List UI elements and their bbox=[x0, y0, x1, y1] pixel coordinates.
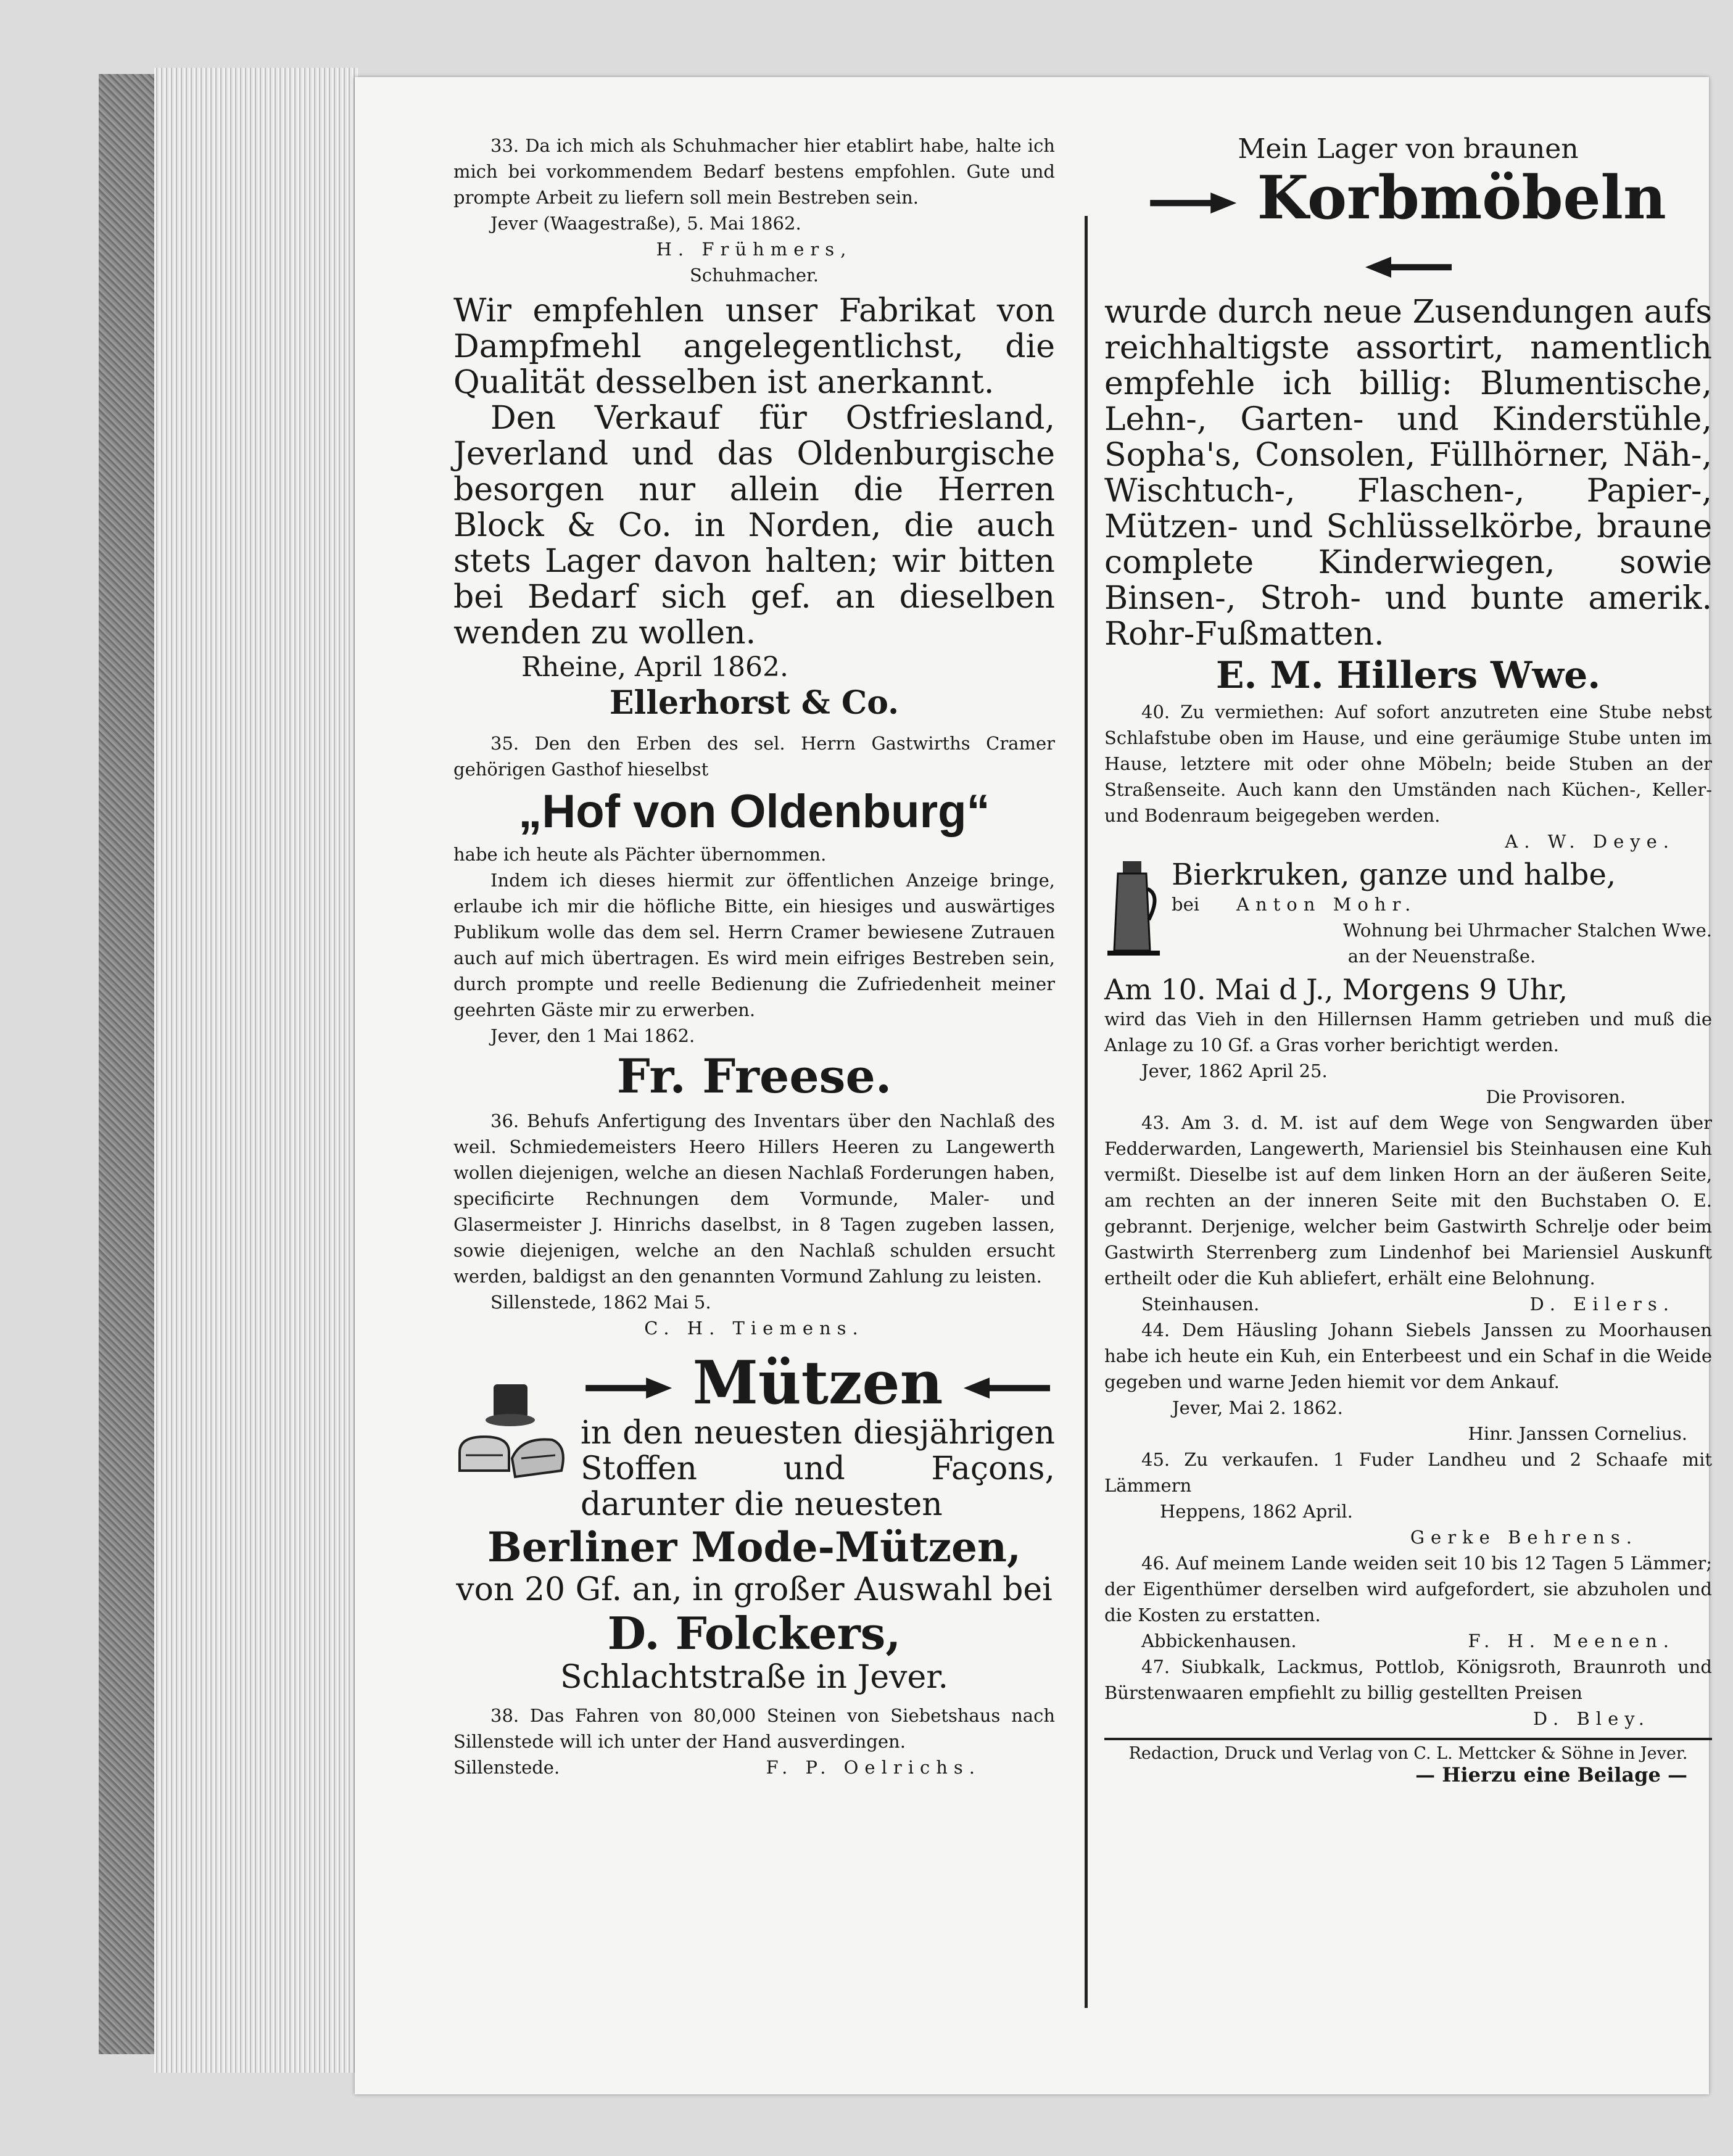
ad40-name: A. W. Deye. bbox=[1505, 831, 1675, 852]
ad44-text: 44. Dem Häusling Johann Siebels Janssen zu Moorhausen habe ich heute ein Kuh, ein Enterbeest und ein Schaf in die Weide gegeben und warne Jeden hiemit vor dem Ankauf. bbox=[1104, 1320, 1712, 1392]
ad33-place-date: Jever (Waagestraße), 5. Mai 1862. bbox=[490, 213, 801, 234]
ad-40 bbox=[1104, 699, 1712, 854]
ad33-role: Schuhmacher. bbox=[690, 265, 819, 286]
ad-44 bbox=[1104, 1317, 1712, 1447]
ad-46 bbox=[1104, 1550, 1712, 1654]
ad37-brand: Berliner Mode-Mützen, bbox=[487, 1523, 1021, 1571]
ad43-place: Steinhausen. bbox=[1141, 1294, 1260, 1315]
pointing-hand-icon bbox=[1365, 257, 1452, 278]
ad34-p1: Wir empfehlen unser Fabrikat von Dampfmehl angelegentlichst, die Qualität desselben ist anerkannt. bbox=[453, 292, 1055, 401]
ad41-bei: bei bbox=[1172, 894, 1200, 915]
ad38-name: F. P. Oelrichs. bbox=[766, 1757, 981, 1778]
ad41-name: Anton Mohr. bbox=[1236, 894, 1417, 915]
ad46-name: F. H. Meenen. bbox=[1468, 1630, 1675, 1651]
ad45-text: 45. Zu verkaufen. 1 Fuder Landheu und 2 Schaafe mit Lämmern bbox=[1104, 1449, 1712, 1496]
ad-39 bbox=[1104, 133, 1712, 699]
ad42-head: Am 10. Mai d J., Morgens 9 Uhr, bbox=[1104, 973, 1568, 1006]
ad38-place: Sillenstede. bbox=[453, 1757, 560, 1778]
ad-37 bbox=[453, 1348, 1055, 1696]
pointing-hand-icon bbox=[585, 1377, 672, 1398]
ad39-text: wurde durch neue Zusendungen aufs reichhaltigste assortirt, namentlich empfehle ich billig: Blumentische, Lehn-, Garten- und Kinderstühle, Sopha's, Consolen, Füllhörner, Näh-, Wischtuch-, Flaschen-, Papier-, Mützen- und Schlüsselkörbe, braune complete Kinderwiegen, sowie Binsen-, Stroh- und bunte amerik. Rohr-Fußmatten. bbox=[1104, 294, 1712, 653]
ad35-title: „Hof von Oldenburg“ bbox=[518, 785, 990, 838]
ad38-text: 38. Das Fahren von 80,000 Steinen von Siebetshaus nach Sillenstede will ich unter der Hand ausverdingen. bbox=[453, 1705, 1055, 1752]
ad35-place-date: Jever, den 1 Mai 1862. bbox=[490, 1025, 695, 1046]
footer-supplement: — Hierzu eine Beilage — bbox=[1415, 1763, 1687, 1786]
ad37-text1: in den neuesten diesjährigen Stoffen und Façons, darunter die neuesten bbox=[581, 1415, 1055, 1523]
ad45-place-date: Heppens, 1862 April. bbox=[1160, 1501, 1353, 1522]
ad44-place-date: Jever, Mai 2. 1862. bbox=[1172, 1397, 1343, 1418]
ad43-text: 43. Am 3. d. M. ist auf dem Wege von Sengwarden über Fedderwarden, Langewerth, Mariensiel bis Steinhausen eine Kuh vermißt. Dieselbe ist auf dem linken Horn an der äußeren Seite, am rechten an der inneren Seite mit den Buchstaben O. E. gebrannt. Derjenige, welcher beim Gastwirth Schrelje oder beim Gastwirth Sterrenberg zum Lindenhof bei Mariensiel Auskunft ertheilt oder die Kuh abliefert, erhält eine Belohnung. bbox=[1104, 1112, 1712, 1289]
ad41-addr1: Wohnung bei Uhrmacher Stalchen Wwe. bbox=[1342, 920, 1712, 941]
footer-imprint: Redaction, Druck und Verlag von C. L. Mettcker & Söhne in Jever. bbox=[1128, 1744, 1688, 1763]
ad35-name: Fr. Freese. bbox=[616, 1049, 892, 1104]
left-column bbox=[453, 133, 1055, 1780]
ad41-addr2: an der Neuenstraße. bbox=[1347, 946, 1536, 967]
ad36-place-date: Sillenstede, 1862 Mai 5. bbox=[490, 1292, 711, 1313]
ad37-head bbox=[581, 1348, 1055, 1418]
ad35-text: habe ich heute als Pächter übernommen. bbox=[453, 844, 827, 865]
ad35-text2: Indem ich dieses hiermit zur öffentlichen Anzeige bringe, erlaube ich mir die höfliche Bitte, ein hiesiges und auswärtiges Publikum wolle das dem sel. Herrn Cramer bewiesene Zutrauen auch auf mich übertragen. Es wird mein eifriges Bestreben sein, durch prompte und reelle Bedienung die Zufriedenheit meiner geehrten Gäste mir zu erwerben. bbox=[453, 870, 1055, 1020]
column-rule bbox=[1085, 216, 1088, 2008]
ad36-text: 36. Behufs Anfertigung des Inventars über den Nachlaß des weil. Schmiedemeisters Heero Hillers Heeren zu Langewerth wollen diejenigen, welche an diesen Nachlaß Forderungen haben, specificirte Rechnungen dem Vormunde, Maler- und Glasermeister J. Hinrichs daselbst, in 8 Tagen zugeben lassen, sowie diejenigen, welche an den Nachlaß schulden ersucht werden, baldigst an den genannten Vormund Zahlung zu leisten. bbox=[453, 1110, 1055, 1287]
ad47-name: D. Bley. bbox=[1532, 1708, 1650, 1729]
ad42-place-date: Jever, 1862 April 25. bbox=[1141, 1060, 1328, 1081]
ad46-text: 46. Auf meinem Lande weiden seit 10 bis 12 Tagen 5 Lämmer; der Eigenthümer derselben wird aufgefordert, sie abzuholen und die Kosten zu erstatten. bbox=[1104, 1553, 1712, 1625]
footer bbox=[1104, 1738, 1712, 1786]
ad42-text: wird das Vieh in den Hillernsen Hamm getrieben und muß die Anlage zu 10 Gf. a Gras vorher berichtigt werden. bbox=[1104, 1009, 1712, 1055]
ad42-name: Die Provisoren. bbox=[1486, 1086, 1626, 1107]
ad39-name: E. M. Hillers Wwe. bbox=[1215, 654, 1601, 697]
page-edges bbox=[154, 68, 358, 2073]
ad37-text2: von 20 Gf. an, in großer Auswahl bei bbox=[456, 1571, 1053, 1608]
ad37-addr: Schlachtstraße in Jever. bbox=[560, 1659, 948, 1696]
ad41-head: Bierkruken, ganze und halbe, bbox=[1172, 857, 1616, 892]
ad45-name: Gerke Behrens. bbox=[1410, 1527, 1638, 1548]
ad-42 bbox=[1104, 973, 1712, 1110]
pointing-hand-icon bbox=[964, 1377, 1050, 1398]
ad-41 bbox=[1104, 858, 1712, 969]
ad37-head-text: Mützen bbox=[692, 1348, 943, 1418]
ad44-name: Hinr. Janssen Cornelius. bbox=[1468, 1423, 1687, 1444]
ad39-head bbox=[1104, 163, 1712, 294]
ad-43 bbox=[1104, 1110, 1712, 1317]
ad40-text: 40. Zu vermiethen: Auf sofort anzutreten eine Stube nebst Schlafstube oben im Hause, und eine geräumige Stube unten im Hause, letztere mit oder ohne Möbeln; beide Stuben an der Straßenseite. Auch kann den Umständen nach Küchen-, Keller- und Bodenraum beigegeben werden. bbox=[1104, 701, 1712, 826]
ad-38 bbox=[453, 1703, 1055, 1780]
ad36-name: C. H. Tiemens. bbox=[644, 1318, 864, 1339]
ad-36 bbox=[453, 1108, 1055, 1341]
ad-33 bbox=[453, 133, 1055, 288]
ad34-p2: Den Verkauf für Ostfriesland, Jeverland und das Oldenburgische besorgen nur allein die Herren Block & Co. in Norden, die auch stets Lager davon halten; wir bitten bei Bedarf sich gef. an dieselben wenden zu wollen. bbox=[453, 400, 1055, 651]
ad-35 bbox=[453, 730, 1055, 1104]
ad37-name: D. Folckers, bbox=[607, 1607, 901, 1659]
ad-47 bbox=[1104, 1654, 1712, 1732]
ad39-head-text: Korbmöbeln bbox=[1257, 163, 1666, 233]
ad47-text: 47. Siubkalk, Lackmus, Pottlob, Königsroth, Braunroth und Bürstenwaaren empfiehlt zu billig gestellten Preisen bbox=[1104, 1656, 1712, 1703]
beer-jug-icon bbox=[1104, 858, 1163, 957]
right-column bbox=[1104, 133, 1712, 1786]
ad43-name: D. Eilers. bbox=[1529, 1294, 1675, 1315]
caps-illustration-icon bbox=[453, 1378, 571, 1495]
pointing-hand-icon bbox=[1150, 192, 1236, 213]
ad34-place-date: Rheine, April 1862. bbox=[521, 651, 788, 683]
ad39-line1: Mein Lager von braunen bbox=[1238, 133, 1579, 165]
ad35-intro: 35. Den den Erben des sel. Herrn Gastwirths Cramer gehörigen Gasthof hieselbst bbox=[453, 733, 1055, 780]
ad33-text: 33. Da ich mich als Schuhmacher hier etablirt habe, halte ich mich bei vorkommendem Bedarf bestens empfohlen. Gute und prompte Arbeit zu liefern soll mein Bestreben sein. bbox=[453, 135, 1055, 208]
ad-34 bbox=[453, 293, 1055, 722]
ad-45 bbox=[1104, 1447, 1712, 1550]
ad33-name: H. Frühmers, bbox=[656, 239, 853, 260]
ad34-firm: Ellerhorst & Co. bbox=[609, 684, 900, 722]
ad46-place: Abbickenhausen. bbox=[1141, 1630, 1297, 1651]
